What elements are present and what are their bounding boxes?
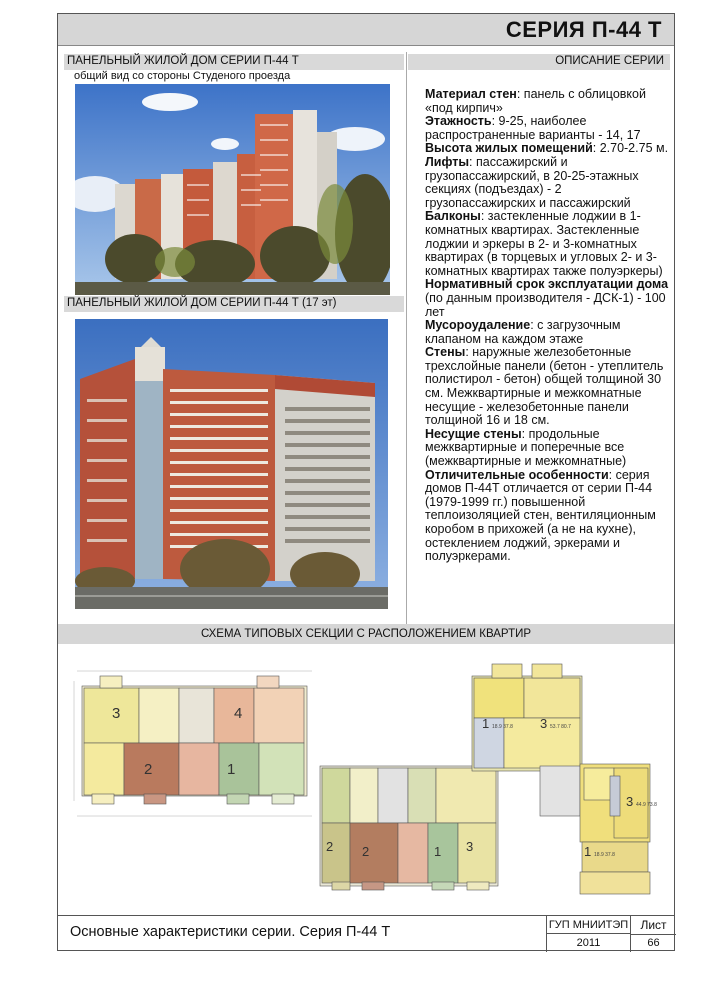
room-area-label: 18.9 37.8 xyxy=(492,724,513,730)
organization-name: ГУП МНИИТЭП xyxy=(547,919,630,934)
room-count-label: 3 xyxy=(626,794,634,809)
room-count-label: 1 xyxy=(227,761,236,778)
footer-title: Основные характеристики серии. Серия П-44 Т xyxy=(70,924,391,940)
building-photo-general-view xyxy=(75,84,390,295)
desc-item: Балконы: застекленные лоджии в 1-комнатных квартирах. Застекленные лоджии и эркеры в 2- и 3-комнатных квартирах (в торцевых и угловых 2- и 3-комнатных квартирах также полуэркеры) xyxy=(425,209,663,278)
desc-item: Этажность: 9-25, наиболее распространенные варианты - 14, 17 xyxy=(425,114,641,142)
room-count-label: 2 xyxy=(326,839,334,854)
room-count-label: 3 xyxy=(466,839,474,854)
sheet-label: Лист xyxy=(631,918,676,935)
room-count-label: 3 xyxy=(112,705,121,722)
series-description xyxy=(425,88,670,564)
floor-plan-section-a xyxy=(82,676,307,804)
room-count-label: 1 xyxy=(434,844,442,859)
sheet-number: 66 xyxy=(647,937,660,949)
desc-item: Нормативный срок эксплуатации дома (по данным производителя - ДСК-1) - 100 лет xyxy=(425,277,669,319)
desc-item: Стены: наружные железобетонные трехслойные панели (бетон - утеплитель полистирол - бетон) общей толщиной 30 см. Межквартирные и межкомнатные несущие - железобетонные панели толщиной 16 и 18 см. xyxy=(425,345,664,428)
room-area-label: 53.7 80.7 xyxy=(550,724,571,730)
room-count-label: 2 xyxy=(362,844,370,859)
desc-item: Мусороудаление: с загрузочным клапаном на каждом этаже xyxy=(425,318,621,346)
sheet-box xyxy=(630,916,676,952)
room-area-label: 44.9 73.8 xyxy=(636,802,657,808)
room-count-label: 3 xyxy=(540,716,548,731)
year: 2011 xyxy=(576,937,601,949)
photo2-heading: ПАНЕЛЬНЫЙ ЖИЛОЙ ДОМ СЕРИИ П-44 Т (17 эт) xyxy=(64,296,404,312)
column-divider xyxy=(406,52,407,624)
floor-plan-section-c xyxy=(472,664,650,894)
floor-plans xyxy=(62,646,672,918)
series-title: СЕРИЯ П-44 Т xyxy=(58,14,674,46)
organization-box xyxy=(546,916,630,952)
desc-item: Высота жилых помещений: 2.70-2.75 м. xyxy=(425,141,669,156)
document-sheet xyxy=(57,13,675,951)
desc-item: Материал стен: панель с облицовкой «под кирпич» xyxy=(425,87,646,115)
room-count-label: 4 xyxy=(234,705,243,722)
desc-item: Лифты: пассажирский и грузопассажирский, в 20-25-этажных секциях (подъездах) - 2 грузопассажирских и пассажирский xyxy=(425,154,639,210)
desc-item: Несущие стены: продольные межквартирные и поперечные все (межквартирные и межкомнатные) xyxy=(425,426,627,469)
room-count-label: 1 xyxy=(482,716,490,731)
room-area-label: 18.9 37.8 xyxy=(594,852,615,858)
description-heading: ОПИСАНИЕ СЕРИИ xyxy=(408,54,670,70)
room-count-label: 1 xyxy=(584,844,592,859)
floor-plan-section-b xyxy=(320,766,498,890)
building-photo-17-floor xyxy=(75,319,388,609)
scheme-heading: СХЕМА ТИПОВЫХ СЕКЦИИ С РАСПОЛОЖЕНИЕМ КВАРТИР xyxy=(58,624,674,644)
photo1-heading: ПАНЕЛЬНЫЙ ЖИЛОЙ ДОМ СЕРИИ П-44 Т xyxy=(64,54,404,70)
photo1-caption: общий вид со стороны Студеного проезда xyxy=(74,70,291,82)
room-count-label: 2 xyxy=(144,761,153,778)
desc-item: Отличительные особенности: серия домов П-44Т отличается от серии П-44 (1979-1999 гг.) повышенной теплоизоляцией стен, вентиляционным коробом в прихожей (а не на кухне), остеклением лоджий, эркерами и полуэркерами. xyxy=(425,467,656,564)
title-block xyxy=(58,915,674,951)
